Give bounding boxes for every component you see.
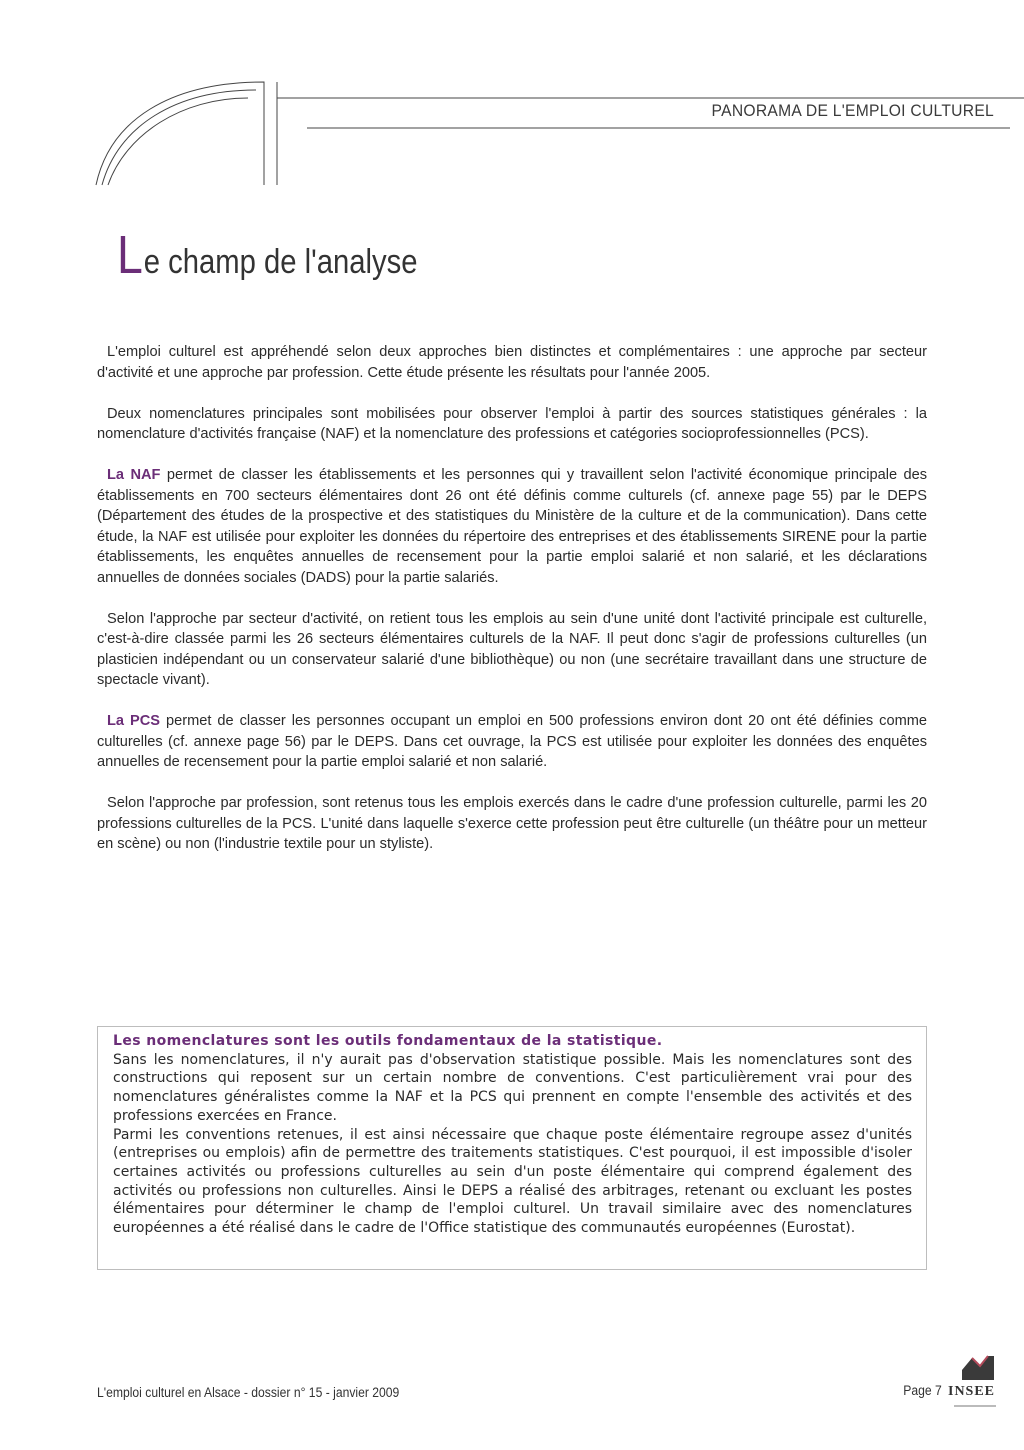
paragraph-text: Selon l'approche par profession, sont retenus tous les emplois exercés dans le cadre d'une profession culturelle, parmi les 20 professions culturelles de la PCS. L'unité dans laquelle s'exerce cette profession peut être culturelle (un théâtre pour un metteur en scène) ou non (l'industrie textile pour un styliste).: [97, 795, 927, 852]
info-box-paragraph-2: Parmi les conventions retenues, il est ainsi nécessaire que chaque poste élémentaire regroupe assez d'unités (entreprises ou emplois) afin de permettre des traitements statistiques. C'est pourquoi, il est impossible d'isoler certaines activités ou professions culturelles au sein d'un poste élémentaire qui comprend également des activités ou professions non culturelles. Ainsi le DEPS a réalisé des arbitrages, retenant ou excluant les postes élémentaires pour déterminer le champ de l'emploi culturel. Un travail similaire avec des nomenclatures européennes a été réalisé dans le cadre de l'Office statistique des communautés européennes (Eurostat).: [113, 1126, 912, 1237]
footer-publication: L'emploi culturel en Alsace - dossier n° 15 - janvier 2009: [97, 1385, 400, 1400]
paragraph-6: [97, 793, 927, 855]
paragraph-text: Deux nomenclatures principales sont mobilisées pour observer l'emploi à partir des sources statistiques générales : la nomenclature d'activités française (NAF) et la nomenclature des professions et catégories socioprofessionnelles (PCS).: [97, 405, 927, 442]
body-text: [97, 342, 927, 875]
insee-logo-text: INSEE: [948, 1384, 996, 1399]
paragraph-text: permet de classer les personnes occupant un emploi en 500 professions environ dont 20 ont été définies comme culturelles (cf. annexe page 56) par le DEPS. Dans cet ouvrage, la PCS est utilisée pour exploiter les données des enquêtes annuelles de recensement pour la partie emploi salarié et non salarié.: [97, 713, 927, 770]
page-title: [117, 225, 418, 285]
paragraph-1: [97, 342, 927, 383]
paragraph-4: [97, 609, 927, 691]
paragraph-text: permet de classer les établissements et les personnes qui y travaillent selon l'activité économique principale des établissements en 700 secteurs élémentaires dont 26 ont été définis comme culturels (cf. annexe page 55) par le DEPS (Département des études de la prospective et des statistiques du Ministère de la culture et de la communication). Dans cette étude, la NAF est utilisée pour exploiter les données du répertoire des entreprises et des établissements SIRENE pour la partie établissements, les enquêtes annuelles de recensement pour la partie emploi salarié et non salarié, et les déclarations annuelles de données sociales (DADS) pour la partie salariés.: [97, 467, 928, 586]
info-box-title: Les nomenclatures sont les outils fondamentaux de la statistique.: [113, 1033, 663, 1049]
info-box-paragraph-1: Sans les nomenclatures, il n'y aurait pas d'observation statistique possible. Mais les nomenclatures sont des constructions qui reposent sur un certain nombre de conventions. C'est particulièrement vrai pour des nomenclatures généralistes comme la NAF et la PCS qui prennent en compte l'ensemble des activités et des professions exercées en France.: [113, 1051, 912, 1124]
corner-ornament: [0, 0, 1024, 200]
paragraph-text: L'emploi culturel est appréhendé selon deux approches bien distinctes et complémentaires : une approche par secteur d'activité et une approche par profession. Cette étude présente les résultats pour l'année 2005.: [97, 344, 927, 381]
title-rest: e champ de l'analyse: [143, 243, 418, 281]
page-number: Page 7: [903, 1383, 942, 1398]
title-initial: L: [117, 225, 143, 285]
paragraph-text: Selon l'approche par secteur d'activité, on retient tous les emplois au sein d'une unité dont l'activité principale est culturelle, c'est-à-dire classée parmi les 26 secteurs élémentaires culturels de la NAF. Il peut donc s'agir de professions culturelles (un plasticien indépendant ou un conservateur salarié d'une bibliothèque) ou non (une secrétaire travaillant dans une structure de spectacle vivant).: [97, 610, 927, 688]
info-box: [97, 1026, 927, 1270]
pcs-label: La PCS: [107, 713, 161, 729]
insee-logo-icon: [950, 1352, 1000, 1410]
naf-label: La NAF: [107, 467, 161, 483]
paragraph-pcs: [97, 711, 927, 773]
header-title: PANORAMA DE L'EMPLOI CULTUREL: [711, 101, 994, 120]
paragraph-2: [97, 404, 927, 445]
paragraph-naf: [97, 465, 927, 588]
